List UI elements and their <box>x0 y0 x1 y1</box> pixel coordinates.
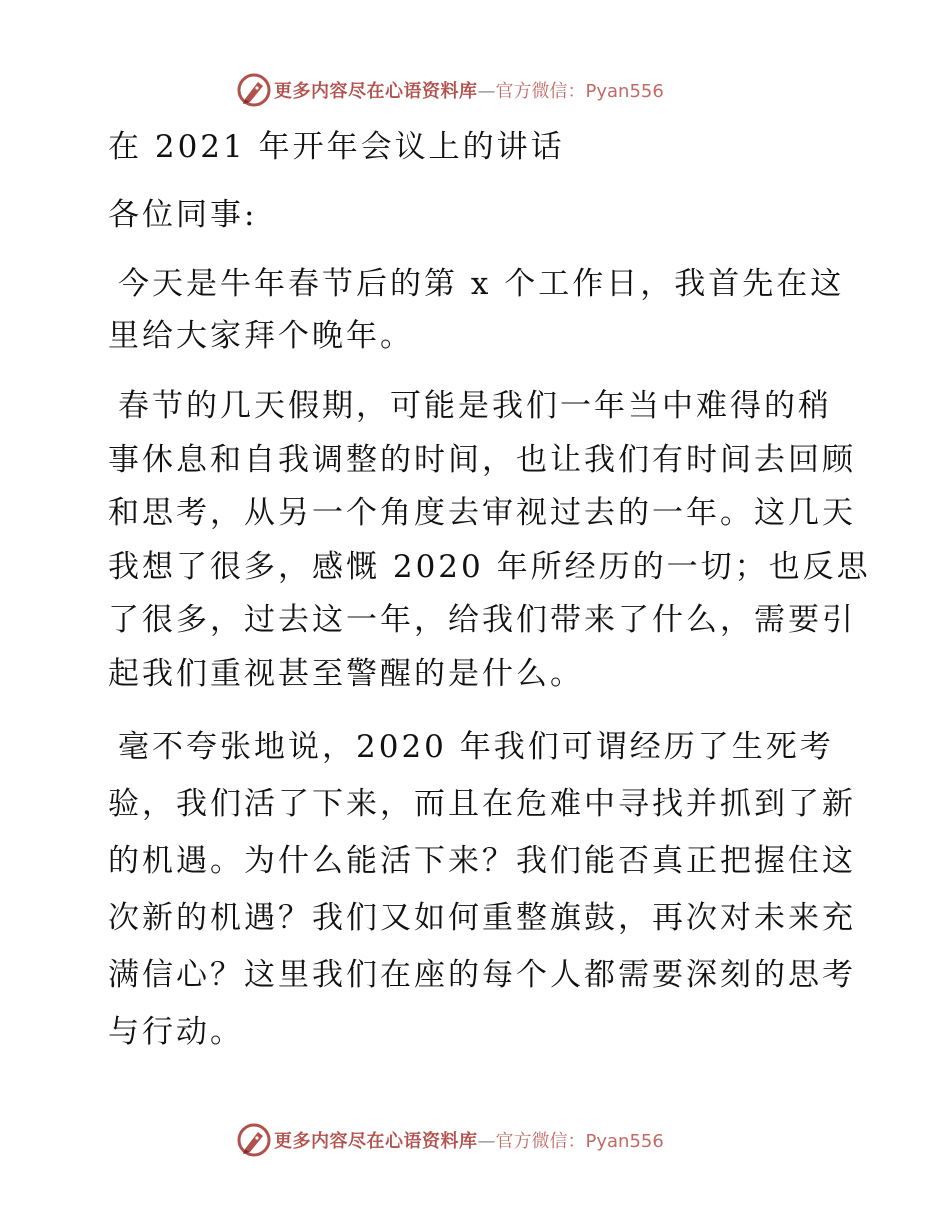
paragraph-line: 今天是牛年春节后的第 x 个工作日，我首先在这 <box>118 266 845 302</box>
paragraph-line: 起我们重视甚至警醒的是什么。 <box>108 655 584 692</box>
paragraph-line: 毫不夸张地说，2020 年我们可谓经历了生死考 <box>118 729 834 765</box>
pen-nib-logo-icon <box>236 72 272 108</box>
banner-wechat-id: Pyan556 <box>585 1131 664 1152</box>
banner-wechat-label: 官方微信： <box>495 1131 586 1152</box>
document-greeting: 各位同事: <box>108 197 258 233</box>
header-banner <box>236 70 716 110</box>
paragraph-line: 里给大家拜个晚年。 <box>108 318 414 354</box>
banner-wechat-label: 官方微信： <box>495 81 586 102</box>
banner-wechat-id: Pyan556 <box>585 81 664 102</box>
paragraph-line: 我想了很多，感慨 2020 年所经历的一切；也反思 <box>108 548 871 585</box>
banner-separator: — <box>477 81 496 102</box>
paragraph-line: 事休息和自我调整的时间，也让我们有时间去回顾 <box>108 441 856 478</box>
banner-main-text: 更多内容尽在心语资料库 <box>274 1131 478 1152</box>
banner-text <box>274 77 664 103</box>
banner-text <box>274 1127 664 1153</box>
paragraph-line: 了很多，过去这一年，给我们带来了什么，需要引 <box>108 602 856 638</box>
banner-separator: — <box>477 1131 496 1152</box>
paragraph-line: 验，我们活了下来，而且在危难中寻找并抓到了新 <box>108 786 856 822</box>
pen-nib-logo-icon <box>236 1122 272 1158</box>
paragraph-line: 满信心？这里我们在座的每个人都需要深刻的思考 <box>108 957 856 993</box>
footer-banner <box>236 1120 716 1160</box>
paragraph-line: 的机遇。为什么能活下来？我们能否真正把握住这 <box>108 843 856 879</box>
paragraph-line: 与行动。 <box>108 1014 244 1050</box>
document-title: 在 2021 年开年会议上的讲话 <box>108 129 565 165</box>
banner-main-text: 更多内容尽在心语资料库 <box>274 81 478 102</box>
paragraph-line: 春节的几天假期，可能是我们一年当中难得的稍 <box>118 388 832 424</box>
paragraph-line: 和思考，从另一个角度去审视过去的一年。这几天 <box>108 495 856 531</box>
paragraph <box>98 719 858 1061</box>
paragraph <box>98 380 871 701</box>
paragraph-line: 次新的机遇？我们又如何重整旗鼓，再次对未来充 <box>108 900 856 936</box>
paragraph <box>98 258 858 362</box>
document-body <box>98 122 871 1079</box>
